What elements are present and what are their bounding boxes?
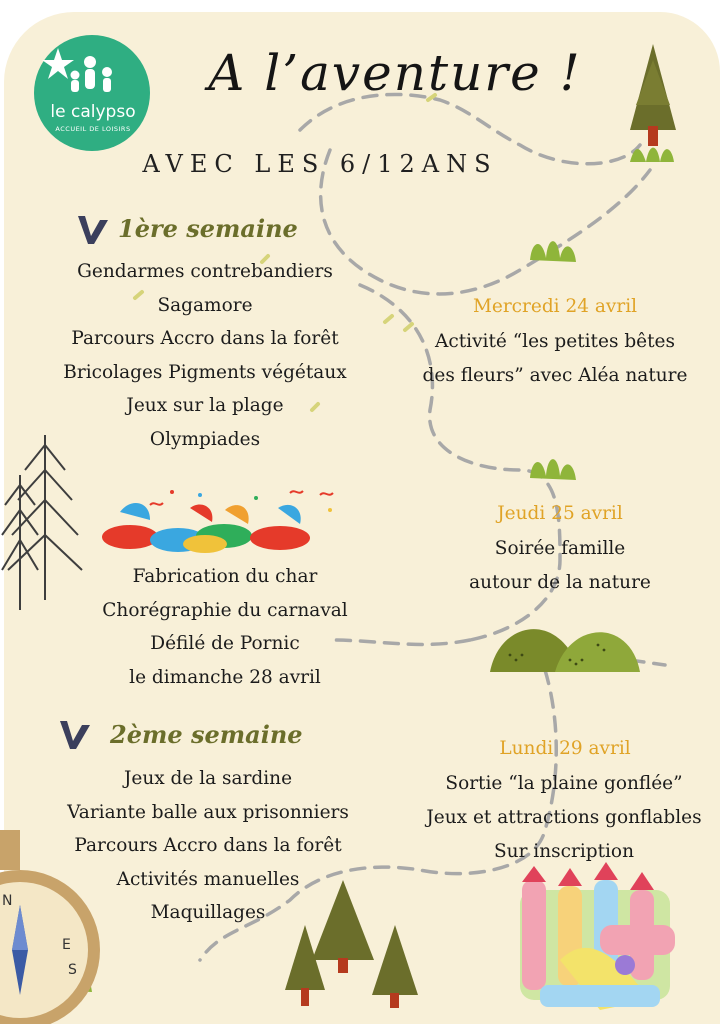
event-line: Soirée famille	[494, 538, 626, 559]
week1-list	[30, 255, 380, 456]
week2-heading: 2ème semaine	[110, 720, 303, 749]
list-item: Parcours Accro dans la forêt	[74, 835, 342, 856]
list-item: Activités manuelles	[116, 868, 300, 890]
list-item: Sagamore	[157, 294, 253, 316]
list-item: Parcours Accro dans la forêt	[71, 328, 339, 349]
list-item: Bricolages Pigments végétaux	[63, 361, 347, 383]
carnival-list	[50, 560, 400, 694]
page-title: A l’aventure !	[208, 44, 582, 102]
list-item: Olympiades	[149, 428, 261, 450]
list-item: Défilé de Pornic	[150, 633, 300, 654]
list-item: Maquillages	[150, 902, 266, 923]
list-item: Gendarmes contrebandiers	[77, 261, 333, 282]
event-line: autour de la nature	[469, 572, 651, 593]
hills-icon	[490, 629, 640, 672]
list-item: Fabrication du char	[132, 566, 318, 587]
checkmark-icon-week2	[58, 717, 92, 751]
event-desc-jeudi	[405, 532, 715, 600]
checkmark-icon-week1	[76, 212, 110, 246]
event-date-lundi: Lundi 29 avril	[499, 738, 631, 759]
compass-letter-e: E	[62, 937, 71, 953]
event-line: Sortie “la plaine gonflée”	[445, 773, 683, 794]
list-item: le dimanche 28 avril	[129, 666, 321, 688]
page-subtitle: AVEC LES 6/12ANS	[142, 150, 498, 178]
event-date-jeudi: Jeudi 25 avril	[497, 503, 623, 524]
list-item: Jeux sur la plage	[126, 395, 284, 416]
logo-subtitle: ACCUEIL DE LOISIRS	[55, 125, 131, 133]
event-date-mercredi: Mercredi 24 avril	[472, 296, 638, 317]
event-line: des fleurs” avec Aléa nature	[422, 365, 688, 386]
event-desc-lundi	[405, 767, 723, 869]
compass-letter-n: N	[2, 893, 13, 909]
event-line: Jeux et attractions gonflables	[426, 807, 702, 828]
list-item: Variante balle aux prisonniers	[67, 801, 349, 823]
event-line: Sur inscription	[493, 841, 634, 862]
week2-list	[33, 762, 383, 930]
logo-name: le calypso	[50, 102, 136, 122]
carnival-masks-icon	[102, 490, 333, 553]
week1-heading: 1ère semaine	[118, 214, 298, 243]
list-item: Jeux de la sardine	[123, 768, 293, 789]
bouncy-castle-icon	[520, 862, 675, 1010]
event-desc-mercredi	[395, 325, 715, 393]
compass-letter-s: S	[68, 962, 77, 978]
logo-icon	[34, 35, 150, 151]
list-item: Chorégraphie du carnaval	[102, 599, 348, 621]
event-line: Activité “les petites bêtes	[435, 331, 675, 352]
